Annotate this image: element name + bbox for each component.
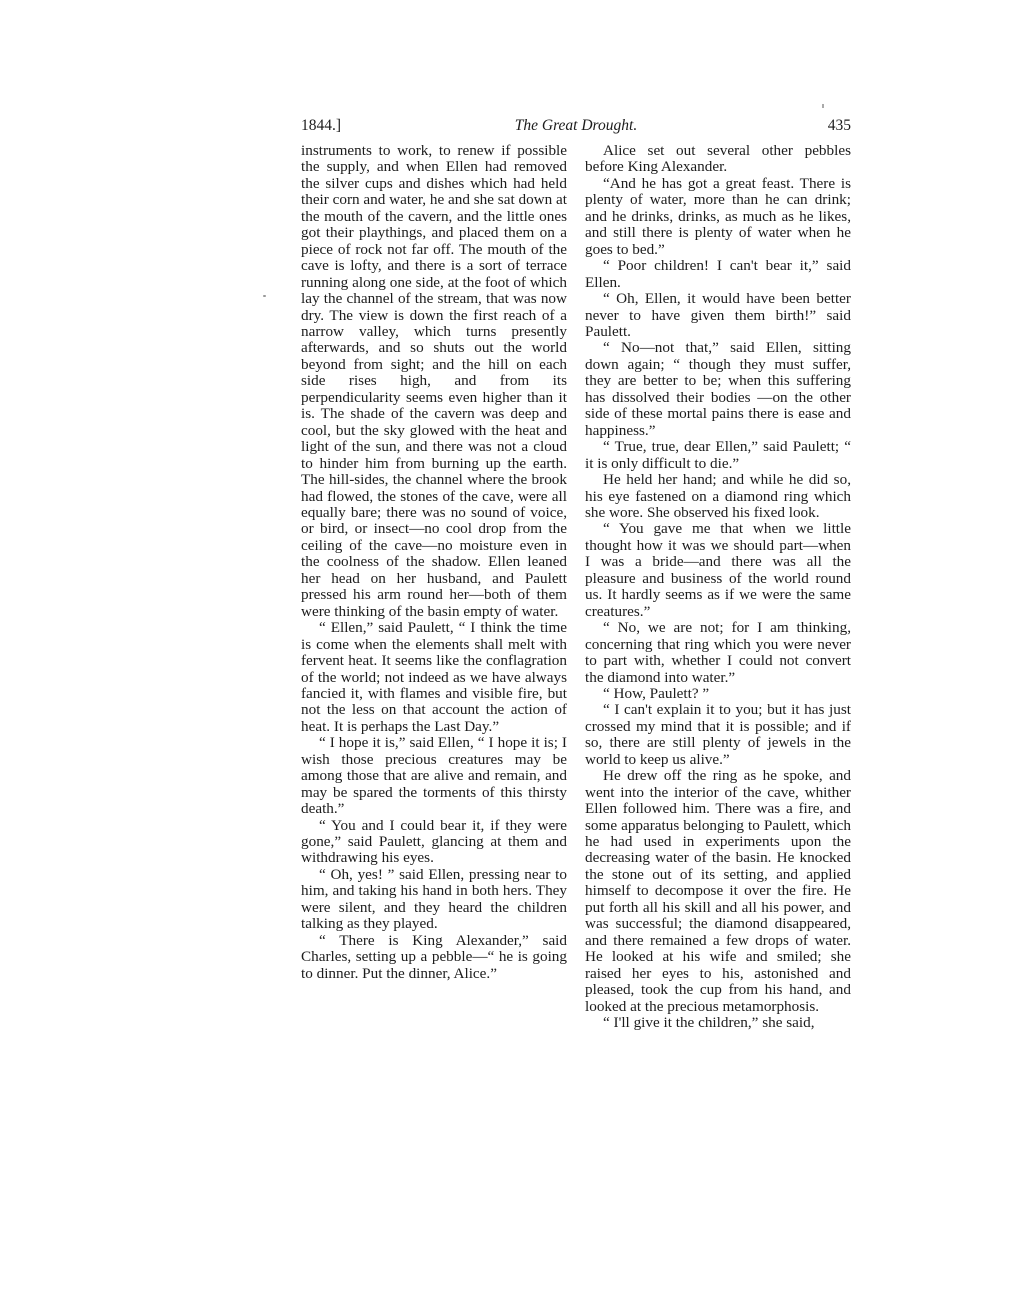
paragraph: “ You gave me that when we little thought how it was we should part—when I was a bride—and there was all the pleasure and business of the world round us. It hardly seems as if we were the same creatures.” — [585, 520, 851, 620]
stray-mark — [822, 104, 824, 108]
paragraph: “And he has got a great feast. There is plenty of water, more than he can drink; and he drinks, drinks, as much as he likes, and still there is plenty of water when he goes to bed.” — [585, 174, 851, 258]
right-column — [585, 143, 851, 1031]
paragraph: “ You and I could bear it, if they were gone,” said Paulett, glancing at them and withdrawing his eyes. — [301, 816, 567, 867]
paragraph: He held her hand; and while he did so, his eye fastened on a diamond ring which she wore. She observed his fixed look. — [585, 471, 851, 521]
paragraph: “ I'll give it the children,” she said, — [603, 1014, 815, 1032]
paragraph: “ I can't explain it to you; but it has just crossed my mind that it is possible; and if so, there are still plenty of jewels in the world to keep us alive.” — [585, 701, 851, 768]
running-header — [301, 117, 851, 139]
paragraph: “ Ellen,” said Paulett, “ I think the time is come when the elements shall melt with fervent heat. It seems like the conflagration of the world; not indeed as we have always fancied it, with flames and visible fire, but not the less on that account the action of heat. It is perhaps the Last Day.” — [301, 619, 567, 735]
paragraph: Alice set out several other pebbles before King Alexander. — [585, 142, 851, 176]
left-column — [301, 143, 567, 982]
header-year: 1844.] — [301, 117, 342, 134]
paragraph: instruments to work, to renew if possible the supply, and when Ellen had removed the silver cups and dishes which had held their corn and water, he and she sat down at the mouth of the cavern, and the little ones got their playthings, and placed them on a piece of rock not far off. The mouth of the cave is lofty, and there is a sort of terrace running along one side, at the foot of which lay the channel of the stream, that was now dry. The view is down the first reach of a narrow valley, which turns presently afterwards, and so shuts out the world beyond from sight; and the hill on each side rises high, and from its perpendicularity seems even higher than it is. The shade of the cavern was deep and cool, but the sky glowed with the heat and light of the sun, and there was not a cloud to hinder him from burning up the earth. The hill-sides, the channel where the brook had flowed, the stones of the cave, were all equally bare; there was no sound of voice, or bird, or insect—no cool drop from the ceiling of the cave—no moisture even in the coolness of the shadow. Ellen leaned her head on her husband, and Paulett pressed his arm round her—both of them were thinking of the basin empty of water. — [301, 142, 567, 620]
paragraph: “ Oh, Ellen, it would have been better never to have given them birth!” said Paulett. — [585, 290, 851, 340]
page-number: 435 — [827, 117, 851, 134]
paragraph: “ No—not that,” said Ellen, sitting down again; “ though they must suffer, they are better to be; when this suffering has dissolved their bodies —on the other side of these mortal pains there is ease and happiness.” — [585, 339, 851, 439]
paragraph: “ True, true, dear Ellen,” said Paulett; “ it is only difficult to die.” — [585, 438, 851, 472]
paragraph: He drew off the ring as he spoke, and went into the interior of the cave, whither Ellen followed him. There was a fire, and some apparatus belonging to Paulett, which he had used in experiments upon the decreasing water of the basin. He knocked the stone out of its setting, and applied himself to decompose it over the fire. He put forth all his skill and all his power, and was successful; the diamond disappeared, and there remained a few drops of water. He looked at his wife and smiled; she raised her eyes to his, astonished and pleased, took the cup from his hand, and looked at the precious metamorphosis. — [585, 767, 851, 1015]
paragraph: “ Poor children! I can't bear it,” said Ellen. — [585, 257, 851, 291]
paragraph: “ There is King Alexander,” said Charles, setting up a pebble—“ he is going to dinner. Put the dinner, Alice.” — [301, 931, 567, 982]
margin-mark — [263, 295, 266, 297]
paragraph: “ Oh, yes! ” said Ellen, pressing near to him, and taking his hand in both hers. They were silent, and they heard the children talking as they played. — [301, 865, 567, 933]
header-title: The Great Drought. — [514, 117, 638, 134]
paragraph: “ How, Paulett? ” — [603, 684, 710, 702]
paragraph: “ I hope it is,” said Ellen, “ I hope it is; I wish those precious creatures may be among those that are alive and remain, and may be spared the torments of this thirsty death.” — [301, 734, 567, 818]
paragraph: “ No, we are not; for I am thinking, concerning that ring which you were never to part with, whether I could not convert the diamond into water.” — [585, 619, 851, 686]
